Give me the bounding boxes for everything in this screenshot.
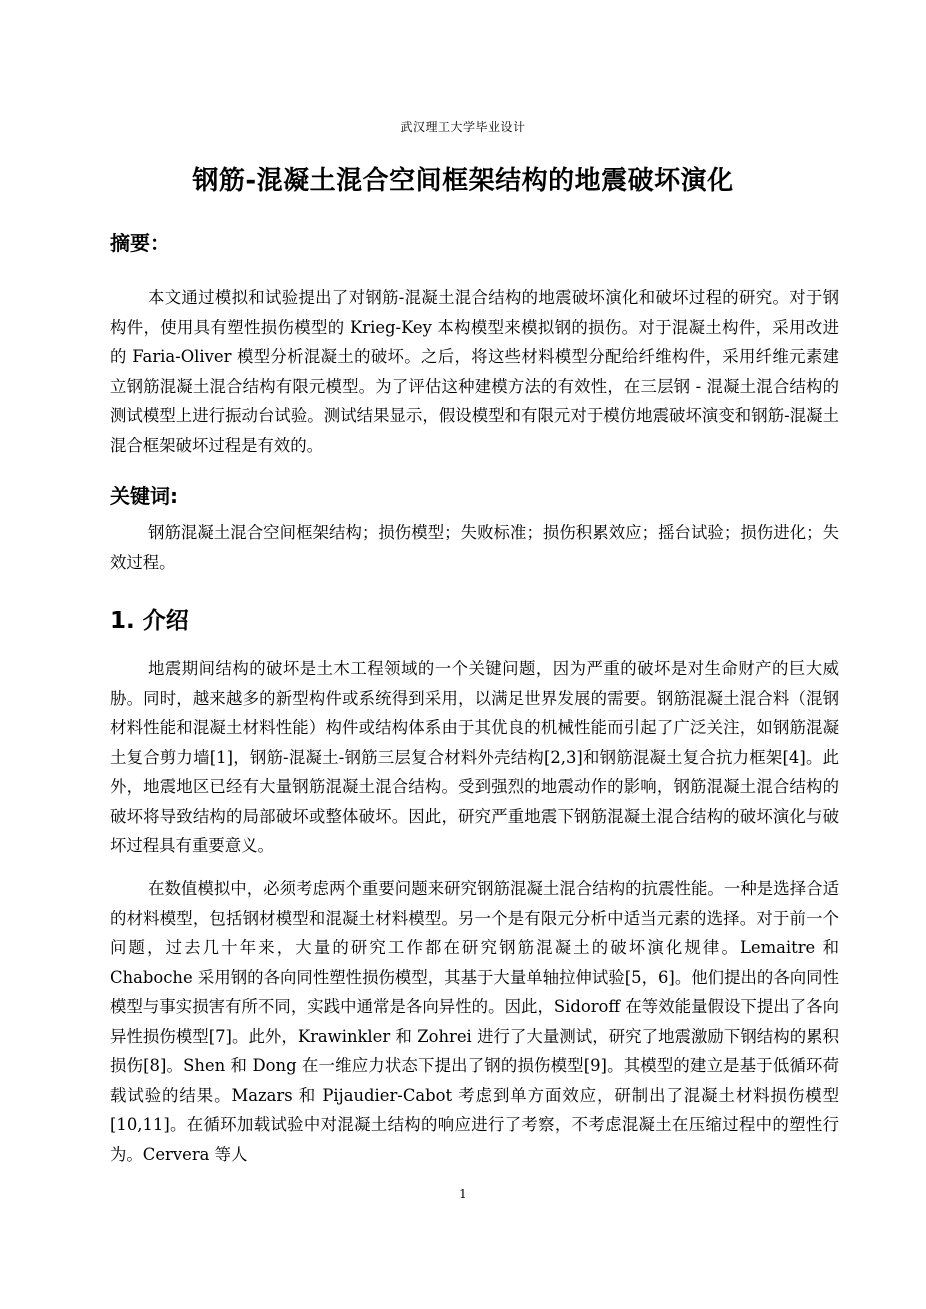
- page-number: 1: [459, 1187, 467, 1201]
- abstract-paragraph: 本文通过模拟和试验提出了对钢筋-混凝土混合结构的地震破坏演化和破坏过程的研究。对于钢构件，使用具有塑性损伤模型的 Krieg-Key 本构模型来模拟钢的损伤。对于混凝土构件，采用改进的 Faria-Oliver 模型分析混凝土的破坏。之后，将这些材料模型分配给纤维构件，采用纤维元素建立钢筋混凝土混合结构有限元模型。为了评估这种建模方法的有效性，在三层钢 - 混凝土混合结构的测试模型上进行振动台试验。测试结果显示，假设模型和有限元对于模仿地震破坏演变和钢筋-混凝土混合框架破坏过程是有效的。: [110, 288, 839, 455]
- section-1-paragraph-2: 在数值模拟中，必须考虑两个重要问题来研究钢筋混凝土混合结构的抗震性能。一种是选择合适的材料模型，包括钢材模型和混凝土材料模型。另一个是有限元分析中适当元素的选择。对于前一个问题，过去几十年来，大量的研究工作都在研究钢筋混凝土的破坏演化规律。Lemaitre 和 Chaboche 采用钢的各向同性塑性损伤模型，其基于大量单轴拉伸试验[5，6]。他们提出的各向同性模型与事实损害有所不同，实践中通常是各向异性的。因此，Sidoroff 在等效能量假设下提出了各向异性损伤模型[7]。此外，Krawinkler 和 Zohrei 进行了大量测试，研究了地震激励下钢结构的累积损伤[8]。Shen 和 Dong 在一维应力状态下提出了钢的损伤模型[9]。其模型的建立是基于低循环荷载试验的结果。Mazars 和 Pijaudier-Cabot 考虑到单方面效应，研制出了混凝土材料损伤模型[10,11]。在循环加载试验中对混凝土结构的响应进行了考察，不考虑混凝土在压缩过程中的塑性行为。Cervera 等人: [110, 879, 839, 1164]
- keywords-heading: 关键词:: [110, 484, 178, 508]
- section-1-paragraph-1: 地震期间结构的破坏是土木工程领域的一个关键问题，因为严重的破坏是对生命财产的巨大威胁。同时，越来越多的新型构件或系统得到采用，以满足世界发展的需要。钢筋混凝土混合料（混钢材料性能和混凝土材料性能）构件或结构体系由于其优良的机械性能而引起了广泛关注，如钢筋混凝土复合剪力墙[1]，钢筋-混凝土-钢筋三层复合材料外壳结构[2,3]和钢筋混凝土复合抗力框架[4]。此外，地震地区已经有大量钢筋混凝土混合结构。受到强烈的地震动作的影响，钢筋混凝土混合结构的破坏将导致结构的局部破坏或整体破坏。因此，研究严重地震下钢筋混凝土混合结构的破坏演化与破坏过程具有重要意义。: [110, 659, 839, 855]
- running-header: 武汉理工大学毕业设计: [400, 120, 526, 134]
- section-1-heading: 1. 介绍: [110, 608, 189, 634]
- paper-title: 钢筋-混凝土混合空间框架结构的地震破坏演化: [192, 166, 734, 196]
- abstract-heading: 摘要：: [110, 231, 170, 255]
- keywords-paragraph: 钢筋混凝土混合空间框架结构；损伤模型；失败标准；损伤积累效应；摇台试验；损伤进化；失效过程。: [110, 523, 839, 572]
